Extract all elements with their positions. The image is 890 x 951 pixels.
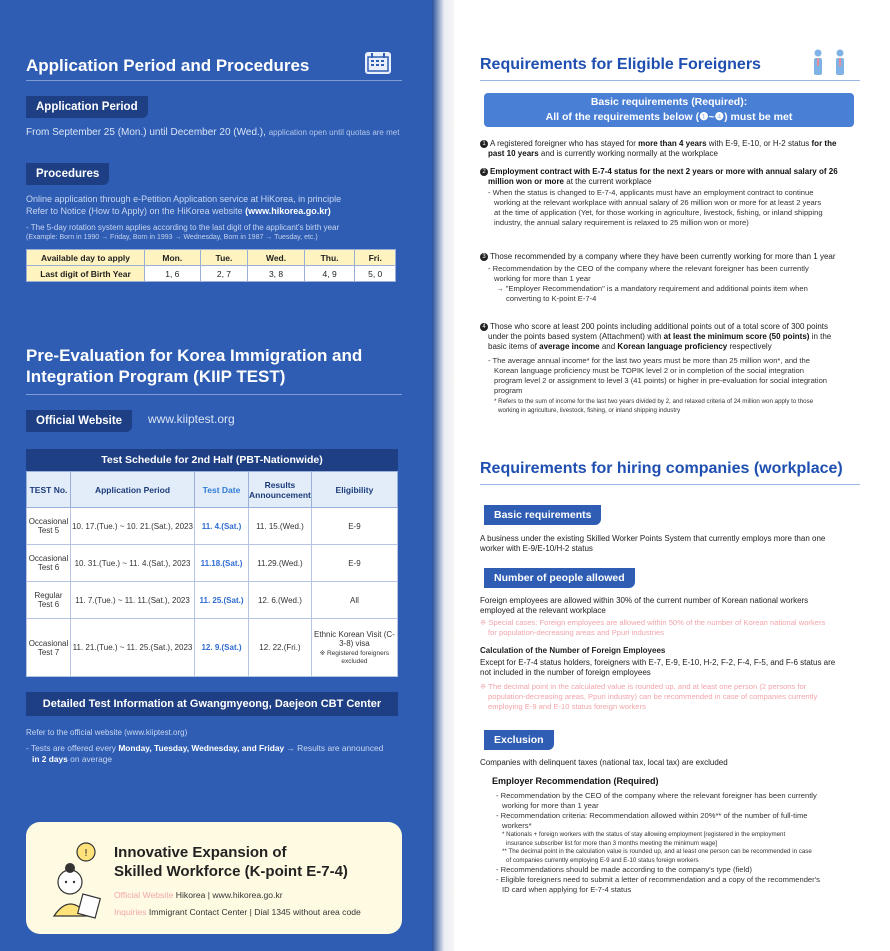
kpoint-title-2: Skilled Workforce (K-point E-7-4) xyxy=(114,863,348,880)
people-allowed-special: ※ Special cases: Foreign employees are allowed within 50% of the number of Korean national workers for population-decreasing areas and Ppuri industries xyxy=(480,618,826,637)
requirement-1: 1 A registered foreigner who has stayed for more than 4 years with E-9, E-10, or H-2 status for the past 10 years and is currently working normally at the workplace xyxy=(480,139,872,159)
rotation-line: - The 5-day rotation system applies according to the last digit of the applicant's birth year xyxy=(26,223,340,232)
table-cell: 4, 9 xyxy=(304,266,355,282)
rotation-table xyxy=(26,249,396,282)
calculation-title: Calculation of the Number of Foreign Employees xyxy=(480,646,666,655)
table-cell: 12. 9.(Sat.) xyxy=(195,619,249,677)
section-title-hiring-companies: Requirements for hiring companies (workplace) xyxy=(480,460,843,477)
table-cell: Fri. xyxy=(355,250,396,266)
table-cell: Occasional Test 5 xyxy=(27,508,71,545)
table-cell: All xyxy=(311,582,397,619)
col-header: Test Date xyxy=(195,472,249,508)
right-page xyxy=(454,0,890,951)
application-period-tag: Application Period xyxy=(26,96,148,118)
exclusion-text: Companies with delinquent taxes (national tax, local tax) are excluded xyxy=(480,758,728,767)
svg-text:!: ! xyxy=(83,848,89,859)
table-cell: Occasional Test 7 xyxy=(27,619,71,677)
table-cell: 12. 6.(Wed.) xyxy=(249,582,312,619)
table-cell: 11. 7.(Tue.) ~ 11. 11.(Sat.), 2023 xyxy=(71,582,195,619)
table-cell: Wed. xyxy=(248,250,305,266)
rotation-table-head xyxy=(27,250,396,266)
rotation-table-row xyxy=(27,266,396,282)
table-cell: 11.18.(Sat.) xyxy=(195,545,249,582)
table-row xyxy=(27,619,398,677)
person-lightbulb-illustration xyxy=(40,836,112,928)
requirement-4-detail: - The average annual income* for the last two years must be more than 25 million won*, and the Korean language proficiency must be TOPIK level 2 or in completion of the social integration program level 2 or assignment to level 3 (41 points) or higher in pre-evaluation for social integration program xyxy=(488,356,828,395)
eligibility-text: Ethnic Korean Visit (C-3-8) visa xyxy=(314,629,395,648)
kpoint-website: Official Website Hikorea | www.hikorea.go.kr xyxy=(114,890,283,900)
divider xyxy=(26,80,402,81)
table-row xyxy=(27,545,398,582)
basic-requirements-tag: Basic requirements xyxy=(484,505,601,525)
employer-recommendation-title: Employer Recommendation (Required) xyxy=(492,776,659,786)
divider xyxy=(480,80,860,81)
schedule-table xyxy=(26,471,398,677)
table-cell: Occasional Test 6 xyxy=(27,545,71,582)
table-cell: Thu. xyxy=(304,250,355,266)
table-cell: 1, 6 xyxy=(145,266,201,282)
section-title-eligible-foreigners: Requirements for Eligible Foreigners xyxy=(480,56,761,73)
table-cell: Tue. xyxy=(200,250,248,266)
table-cell xyxy=(311,619,397,677)
employer-recommendation-list: - Recommendation by the CEO of the company where the relevant foreigner has been currently working for more than 1 year - Recommendation criteria: Recommendation allowed within 20%** of the number of full-time workers* * Nationals + foreign workers with the status of stay allowing employment [registered in the employment insurance subscriber list for more than 3 months meeting the minimum wage] ** The decimal point in the calculation value is rounded up, and at least one person can be recommended in case of companies currently employing E-9 and E-10 status foreign workers - Recommendations should be made according to the company's type (field) - Eligible foreigners need to submit a letter of recommendation and a copy of the recommender's ID card when applying for E-7-4 status xyxy=(496,791,820,894)
table-cell: E-9 xyxy=(311,508,397,545)
table-cell: 2, 7 xyxy=(200,266,248,282)
table-cell: 11.29.(Wed.) xyxy=(249,545,312,582)
table-cell: 12. 22.(Fri.) xyxy=(249,619,312,677)
table-cell: Mon. xyxy=(145,250,201,266)
detail-bar: Detailed Test Information at Gwangmyeong, Daejeon CBT Center xyxy=(26,692,398,716)
refer-line: Refer to the official website (www.kiiptest.org) xyxy=(26,728,188,737)
kpoint-title-1: Innovative Expansion of xyxy=(114,844,287,861)
section-title-application: Application Period and Procedures xyxy=(26,56,310,75)
rotation-example: (Example: Born in 1990 → Friday, Born in 1993 → Wednesday, Born in 1987 → Tuesday, etc.) xyxy=(26,234,318,241)
section-title-kiip-2: Integration Program (KIIP TEST) xyxy=(26,367,286,386)
kpoint-inquiries: Inquiries Immigrant Contact Center | Dial 1345 without area code xyxy=(114,907,361,917)
schedule-header-row xyxy=(27,472,398,508)
requirement-3-detail: - Recommendation by the CEO of the company where the relevant foreigner has been currently working for more than 1 year → "Employer Recommendation" is a mandatory requirement and additional points item when converting to K-point E-7-4 xyxy=(488,264,809,303)
requirement-3: 3 Those recommended by a company where they have been currently working for more than 1 year xyxy=(480,252,872,262)
table-cell: Available day to apply xyxy=(27,250,145,266)
table-row xyxy=(27,508,398,545)
table-row xyxy=(27,582,398,619)
table-cell: Regular Test 6 xyxy=(27,582,71,619)
table-cell: 11. 21.(Tue.) ~ 11. 25.(Sat.), 2023 xyxy=(71,619,195,677)
left-page xyxy=(0,0,432,951)
col-header: Application Period xyxy=(71,472,195,508)
procedures-tag: Procedures xyxy=(26,163,109,185)
people-allowed-tag: Number of people allowed xyxy=(484,568,635,588)
eligibility-note: ※ Registered foreigners excluded xyxy=(319,649,390,665)
procedures-line-2: Refer to Notice (How to Apply) on the HiKorea website (www.hikorea.go.kr) xyxy=(26,206,331,216)
exclusion-tag: Exclusion xyxy=(484,730,554,750)
col-header: Results Announcement xyxy=(249,472,312,508)
table-cell: 10. 31.(Tue.) ~ 11. 4.(Sat.), 2023 xyxy=(71,545,195,582)
table-cell: 5, 0 xyxy=(355,266,396,282)
calendar-icon xyxy=(365,52,391,74)
people-icon xyxy=(804,48,854,76)
kpoint-card xyxy=(26,822,402,934)
calculation-note: ※ The decimal point in the calculated value is rounded up, and at least one person (2 persons for population-decreasing areas, Ppuri industry) can be recommended in case of companies currently employing E-9 and E-10 status foreign workers xyxy=(480,682,818,711)
col-header: Eligibility xyxy=(311,472,397,508)
table-cell: 3, 8 xyxy=(248,266,305,282)
table-cell: E-9 xyxy=(311,545,397,582)
requirement-4: 4 Those who score at least 200 points including additional points out of a total score of 300 points under the points based system (Attachment) with at least the minimum score (50 points) in the basic items of average income and Korean language proficiency respectively xyxy=(480,322,872,352)
official-website-link[interactable]: www.kiiptest.org xyxy=(148,412,235,426)
table-cell: Last digit of Birth Year xyxy=(27,266,145,282)
procedures-line-1: Online application through e-Petition Application service at HiKorea, in principle xyxy=(26,194,342,204)
requirement-4-note: * Refers to the sum of income for the last two years divided by 2, and relaxed criteria of 24 million won apply to those working in agriculture, livestock, fishing, or inland shipping industry xyxy=(494,398,814,414)
schedule-title: Test Schedule for 2nd Half (PBT-Nationwide) xyxy=(26,449,398,471)
table-cell: 11. 15.(Wed.) xyxy=(249,508,312,545)
table-cell: 11. 25.(Sat.) xyxy=(195,582,249,619)
page-spine xyxy=(432,0,454,951)
divider xyxy=(26,394,402,395)
basic-requirements-text: A business under the existing Skilled Worker Points System that currently employs more than one worker with E-9/E-10/H-2 status xyxy=(480,534,826,553)
tests-line: - Tests are offered every Monday, Tuesday, Wednesday, and Friday → Results are announced in 2 days on average xyxy=(26,743,384,764)
table-cell: 10. 17.(Tue.) ~ 10. 21.(Sat.), 2023 xyxy=(71,508,195,545)
requirement-2: 2 Employment contract with E-7-4 status for the next 2 years or more with annual salary of 26 million won or more at the current workplace xyxy=(480,167,872,187)
table-cell: 11. 4.(Sat.) xyxy=(195,508,249,545)
people-allowed-text: Foreign employees are allowed within 30% of the current number of Korean national workers employed at the relevant workplace xyxy=(480,596,809,615)
requirement-2-detail: - When the status is changed to E-7-4, applicants must have an employment contract to continue working at the relevant workplace with annual salary of 26 million won or more for at least 2 years at the time of application (Yet, for those working in agriculture, livestock, fishing, or inland shipping industry, the annual salary requirement is relaxed to 25 million won or more) xyxy=(488,188,823,227)
divider xyxy=(480,484,860,485)
calculation-text: Except for E-7-4 status holders, foreigners with E-7, E-9, E-10, H-2, F-2, F-4, F-5, and F-6 status are not included in the number of foreign employees xyxy=(480,658,836,677)
col-header: TEST No. xyxy=(27,472,71,508)
section-title-kiip-1: Pre-Evaluation for Korea Immigration and xyxy=(26,346,363,365)
basic-requirements-box: Basic requirements (Required): All of the requirements below (❶~❹) must be met xyxy=(484,93,854,127)
application-period-text: From September 25 (Mon.) until December 20 (Wed.), application open until quotas are met xyxy=(26,127,400,138)
official-website-tag: Official Website xyxy=(26,410,132,432)
